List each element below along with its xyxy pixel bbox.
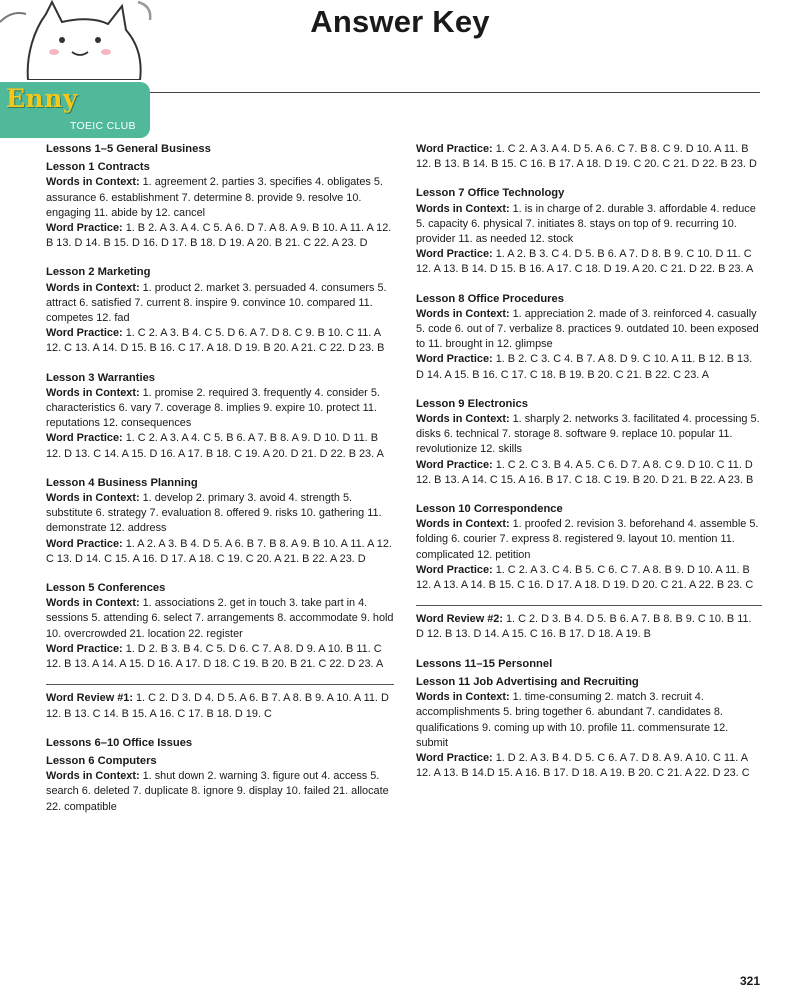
brand-name: Enny (6, 84, 78, 113)
word-practice (416, 751, 762, 781)
wic-answers: 1. promise 2. required 3. frequently 4. consider 5. characteristics 6. vary 7. coverage 8. implies 9. expire 10. protect 11. reputations 12. consequences (46, 386, 380, 430)
lesson-block (46, 754, 394, 815)
words-in-context (416, 412, 762, 458)
lesson-title: Lesson 3 Warranties (46, 371, 156, 384)
lesson-title: Lesson 9 Electronics (416, 397, 528, 410)
brand-badge (0, 82, 150, 138)
wic-label: Words in Context: (416, 307, 510, 320)
word-review-1 (46, 691, 394, 721)
word-practice (46, 326, 394, 356)
words-in-context (46, 281, 394, 327)
words-in-context (416, 307, 762, 353)
word-practice (416, 352, 762, 382)
wp-label: Word Practice: (416, 353, 493, 366)
word-practice (46, 431, 394, 461)
review-label: Word Review #2: (416, 613, 503, 626)
words-in-context (46, 491, 394, 537)
wp-label: Word Practice: (46, 432, 123, 445)
wp-label: Word Practice: (416, 143, 493, 155)
lesson-title: Lesson 7 Office Technology (416, 187, 565, 200)
wic-answers: 1. sharply 2. networks 3. facilitated 4. processing 5. disks 6. technical 7. storage 8. software 9. replace 10. popular 11. revolutionize 12. skills (416, 413, 760, 456)
lesson-block (416, 675, 762, 781)
wic-answers: 1. develop 2. primary 3. avoid 4. strength 5. substitute 6. strategy 7. evaluation 8. offered 9. risks 10. gathering 11. demonstrate 12. address (46, 492, 382, 535)
wp-answers: 1. C 2. A 3. C 4. B 5. C 6. C 7. A 8. B 9. D 10. A 11. B 12. A 13. A 14. B 15. C 16. D 17. A 18. D 19. D 20. C 21. A 22. B 23. C (416, 563, 754, 592)
group-title-personnel: Lessons 11–15 Personnel (416, 657, 553, 670)
word-practice (416, 142, 762, 172)
wic-label: Words in Context: (46, 176, 140, 189)
wp-answers: 1. C 2. A 3. B 4. C 5. D 6. A 7. D 8. C 9. B 10. C 11. A 12. C 13. A 14. D 15. B 16. C 17. A 18. D 19. B 20. A 21. C 22. D 23. B (46, 327, 385, 355)
wp-answers: 1. B 2. C 3. C 4. B 7. A 8. D 9. C 10. A 11. B 12. B 13. D 14. A 15. B 16. C 17. C 18. B 19. B 20. C 21. B 22. C 23. A (416, 353, 753, 381)
review-answers: 1. C 2. D 3. D 4. D 5. A 6. B 7. A 8. B 9. A 10. A 11. D 12. B 13. C 14. B 15. A 16. C 17. B 18. D 19. C (46, 692, 389, 720)
lesson-title: Lesson 11 Job Advertising and Recruiting (416, 675, 639, 688)
wic-answers: 1. proofed 2. revision 3. beforehand 4. assemble 5. folding 6. courier 7. express 8. registered 9. layout 10. mention 11. complicated 12. petition (416, 518, 759, 561)
section-divider (46, 684, 394, 685)
wp-answers: 1. C 2. C 3. B 4. A 5. C 6. D 7. A 8. C 9. D 10. C 11. D 12. B 13. A 14. C 15. A 16. B 17. C 18. C 19. B 20. D 21. B 22. A 23. B (416, 458, 754, 486)
wic-answers: 1. is in charge of 2. durable 3. affordable 4. reduce 5. capacity 6. physical 7. initiates 8. stays on top of 9. recurring 10. provider 11. as needed 12. stock (416, 202, 756, 246)
lesson-block (416, 292, 762, 383)
wp-label: Word Practice: (416, 458, 493, 471)
lesson-block (416, 397, 762, 488)
word-practice (416, 247, 762, 277)
lesson-block-continued (416, 142, 762, 172)
wp-label: Word Practice: (46, 327, 123, 340)
lesson-block (46, 476, 394, 567)
group-title-general-business: Lessons 1–5 General Business (46, 143, 211, 155)
words-in-context (46, 386, 394, 432)
group-title-office-issues: Lessons 6–10 Office Issues (46, 736, 193, 749)
word-practice (416, 563, 762, 593)
lesson-block (46, 265, 394, 356)
wp-answers: 1. C 2. A 3. A 4. D 5. A 6. C 7. B 8. C 9. D 10. A 11. B 12. B 13. B 14. B 15. C 16. B 17. A 18. D 19. C 20. C 21. D 22. B 23. D (416, 143, 757, 171)
wic-label: Words in Context: (416, 518, 510, 531)
words-in-context (416, 202, 762, 248)
word-review-2 (416, 612, 762, 642)
wic-answers: 1. product 2. market 3. persuaded 4. consumers 5. attract 6. satisfied 7. current 8. inspire 9. convince 10. compared 11. competes 12. fad (46, 281, 387, 325)
wic-answers: 1. appreciation 2. made of 3. reinforced 4. casually 5. code 6. out of 7. verbalize 8. practices 9. outdated 10. been exposed to 11. brought in 12. glimpse (416, 307, 759, 351)
wp-answers: 1. A 2. A 3. B 4. D 5. A 6. B 7. B 8. A 9. B 10. A 11. A 12. C 13. D 14. C 15. A 16. D 17. A 18. C 19. C 20. A 21. B 22. A 23. D (46, 537, 392, 565)
lesson-block (46, 160, 394, 251)
wp-label: Word Practice: (416, 563, 493, 576)
right-column (416, 142, 762, 795)
wic-answers: 1. time-consuming 2. match 3. recruit 4. accomplishments 5. bring together 6. abundant 7. candidates 8. qualifications 9. coming up with 10. profile 11. commensurate 12. submit (416, 691, 729, 749)
review-answers: 1. C 2. D 3. B 4. D 5. B 6. A 7. B 8. B 9. C 10. B 11. D 12. B 13. D 14. A 15. C 16. B 17. D 18. A 19. B (416, 613, 752, 641)
wic-label: Words in Context: (46, 281, 140, 294)
wp-answers: 1. B 2. A 3. A 4. C 5. A 6. D 7. A 8. A 9. B 10. A 11. A 12. B 13. D 14. B 15. D 16. D 17. B 18. D 19. A 20. B 21. C 22. A 23. D (46, 222, 392, 250)
wp-answers: 1. D 2. B 3. B 4. C 5. D 6. C 7. A 8. D 9. A 10. B 11. C 12. B 13. A 14. A 15. D 16. A 17. D 18. C 19. B 20. B 21. C 22. D 23. A (46, 642, 384, 671)
review-label: Word Review #1: (46, 692, 133, 705)
lesson-title: Lesson 8 Office Procedures (416, 292, 564, 305)
left-column (46, 142, 394, 829)
wp-label: Word Practice: (416, 248, 493, 261)
lesson-title: Lesson 2 Marketing (46, 266, 151, 279)
word-practice (46, 221, 394, 251)
word-practice (46, 642, 394, 672)
word-practice (416, 458, 762, 488)
section-divider (416, 605, 762, 606)
wic-answers: 1. associations 2. get in touch 3. take part in 4. sessions 5. attending 6. select 7. arrangements 8. accommodate 9. hold 10. overcrowded 21. location 22. register (46, 597, 394, 640)
brand-subtitle: TOEIC CLUB (70, 120, 136, 132)
wic-answers: 1. shut down 2. warning 3. figure out 4. access 5. search 6. deleted 7. duplicate 8. ignore 9. display 10. failed 21. allocate 22. compatible (46, 770, 389, 813)
lesson-title: Lesson 5 Conferences (46, 582, 166, 595)
wp-label: Word Practice: (416, 751, 493, 764)
lesson-block (416, 186, 762, 277)
words-in-context (46, 769, 394, 815)
header-divider (150, 92, 760, 93)
lesson-title: Lesson 1 Contracts (46, 161, 150, 174)
wic-label: Words in Context: (416, 202, 510, 215)
words-in-context (46, 175, 394, 221)
lesson-block (416, 502, 762, 593)
word-practice (46, 537, 394, 567)
wic-answers: 1. agreement 2. parties 3. specifies 4. obligates 5. assurance 6. establishment 7. determine 8. provide 9. resolve 10. engaging 11. abide by 12. cancel (46, 176, 383, 219)
wp-answers: 1. C 2. A 3. A 4. C 5. B 6. A 7. B 8. A 9. D 10. D 11. B 12. D 13. C 14. A 15. D 16. A 17. B 18. C 19. A 20. D 21. D 22. B 23. A (46, 432, 384, 460)
wp-label: Word Practice: (46, 222, 123, 235)
wic-label: Words in Context: (46, 770, 140, 783)
words-in-context (416, 690, 762, 751)
wp-label: Word Practice: (46, 537, 123, 550)
words-in-context (416, 517, 762, 563)
lesson-block (46, 581, 394, 672)
lesson-title: Lesson 4 Business Planning (46, 476, 198, 489)
wp-answers: 1. A 2. B 3. C 4. D 5. B 6. A 7. D 8. B 9. C 10. D 11. C 12. A 13. B 14. D 15. B 16. A 17. C 18. D 19. A 20. C 21. D 22. B 23. A (416, 248, 754, 276)
lesson-title: Lesson 6 Computers (46, 754, 157, 767)
wp-label: Word Practice: (46, 642, 123, 655)
lesson-block (46, 371, 394, 462)
lesson-title: Lesson 10 Correspondence (416, 503, 563, 516)
words-in-context (46, 596, 394, 642)
wic-label: Words in Context: (46, 386, 140, 399)
wic-label: Words in Context: (416, 691, 510, 704)
page-title: Answer Key (310, 4, 490, 39)
wic-label: Words in Context: (46, 597, 140, 610)
wp-answers: 1. D 2. A 3. B 4. D 5. C 6. A 7. D 8. A 9. A 10. C 11. A 12. A 13. B 14.D 15. A 16. B 17. D 18. A 19. B 20. C 21. A 22. D 23. C (416, 751, 750, 780)
wic-label: Words in Context: (46, 492, 140, 505)
wic-label: Words in Context: (416, 413, 510, 426)
page-number: 321 (739, 974, 760, 988)
